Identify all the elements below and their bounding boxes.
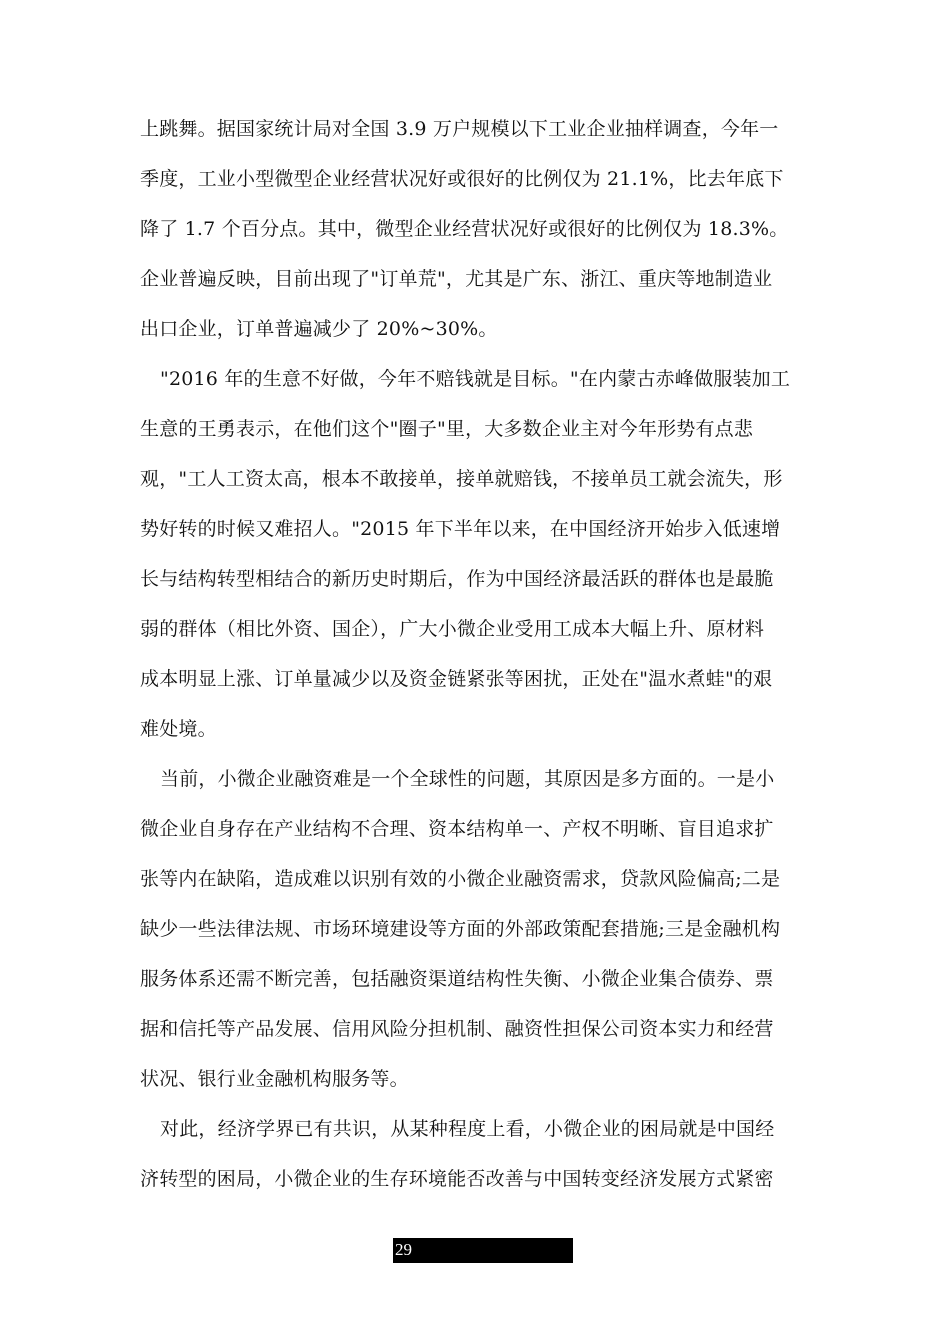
- text-line: 对此，经济学界已有共识，从某种程度上看，小微企业的困局就是中国经: [160, 1118, 775, 1140]
- page-number: 29: [395, 1240, 412, 1259]
- text-line: 季度，工业小型微型企业经营状况好或很好的比例仅为 21.1%，比去年底下: [140, 168, 784, 190]
- text-line: 降了 1.7 个百分点。其中，微型企业经营状况好或很好的比例仅为 18.3%。: [140, 218, 789, 240]
- text-line: "2016 年的生意不好做，今年不赔钱就是目标。"在内蒙古赤峰做服装加工: [160, 368, 791, 390]
- text-line: 弱的群体（相比外资、国企），广大小微企业受用工成本大幅上升、原材料: [140, 618, 765, 640]
- text-line: 生意的王勇表示，在他们这个"圈子"里，大多数企业主对今年形势有点悲: [140, 418, 754, 440]
- text-line: 缺少一些法律法规、市场环境建设等方面的外部政策配套措施;三是金融机构: [140, 918, 781, 940]
- text-line: 观，"工人工资太高，根本不敢接单，接单就赔钱，不接单员工就会流失，形: [140, 468, 783, 490]
- text-line: 微企业自身存在产业结构不合理、资本结构单一、产权不明晰、盲目追求扩: [140, 818, 774, 840]
- text-line: 据和信托等产品发展、信用风险分担机制、融资性担保公司资本实力和经营: [140, 1018, 774, 1040]
- page-number-bar: [393, 1238, 573, 1263]
- text-line: 服务体系还需不断完善，包括融资渠道结构性失衡、小微企业集合债券、票: [140, 968, 774, 990]
- text-line: 长与结构转型相结合的新历史时期后，作为中国经济最活跃的群体也是最脆: [140, 568, 774, 590]
- text-line: 成本明显上涨、订单量减少以及资金链紧张等困扰，正处在"温水煮蛙"的艰: [140, 668, 773, 690]
- text-line: 济转型的困局，小微企业的生存环境能否改善与中国转变经济发展方式紧密: [140, 1168, 774, 1190]
- text-line: 出口企业，订单普遍减少了 20%~30%。: [140, 318, 498, 340]
- text-line: 上跳舞。据国家统计局对全国 3.9 万户规模以下工业企业抽样调查，今年一: [140, 118, 779, 140]
- text-line: 张等内在缺陷，造成难以识别有效的小微企业融资需求，贷款风险偏高;二是: [140, 868, 781, 890]
- text-line: 状况、银行业金融机构服务等。: [140, 1068, 409, 1090]
- text-line: 难处境。: [140, 718, 217, 740]
- text-line: 当前，小微企业融资难是一个全球性的问题，其原因是多方面的。一是小: [160, 768, 775, 790]
- text-line: 企业普遍反映，目前出现了"订单荒"，尤其是广东、浙江、重庆等地制造业: [140, 268, 773, 290]
- text-line: 势好转的时候又难招人。"2015 年下半年以来，在中国经济开始步入低速增: [140, 518, 781, 540]
